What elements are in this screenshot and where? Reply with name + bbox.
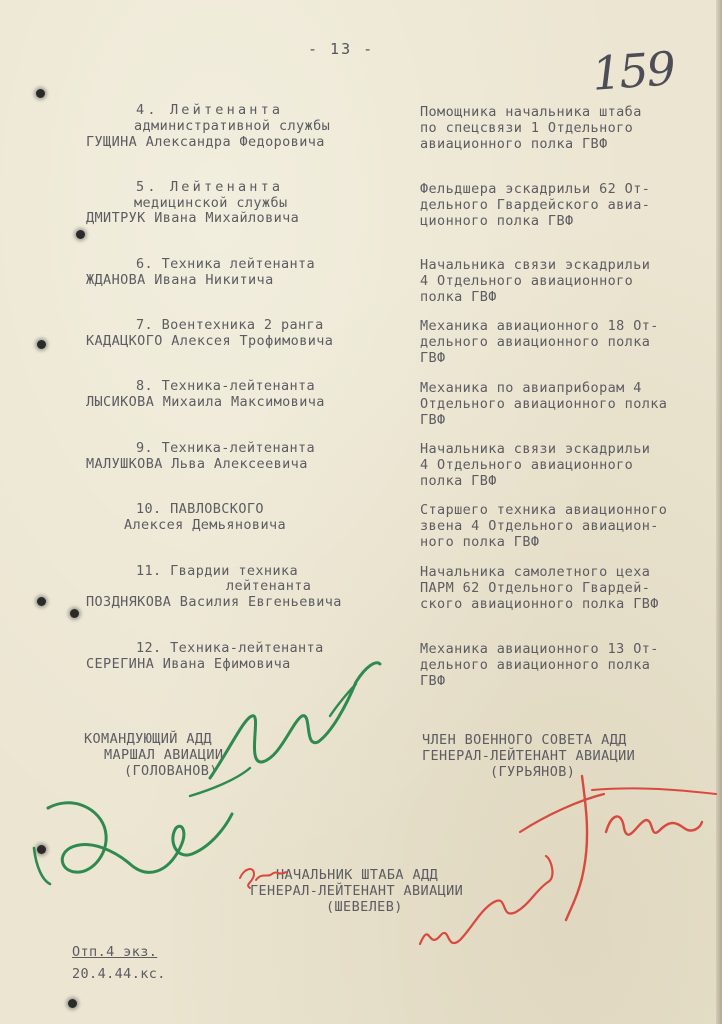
entry-9-name: МАЛУШКОВА Льва Алексеевича (86, 456, 308, 472)
entry-12-position-line-3: ГВФ (420, 673, 446, 689)
entry-9-position-line-3: полка ГВФ (420, 473, 497, 489)
entry-9-position-line-1: Начальника связи эскадрильи (420, 441, 651, 457)
entry-6-rank: 6. Техника лейтенанта (136, 256, 316, 272)
council-member-name: (ГУРЬЯНОВ) (490, 764, 576, 780)
entry-6-position-line-3: полка ГВФ (420, 289, 497, 305)
entry-12-position-line-2: дельного авиационного полка (420, 657, 651, 673)
page-number: - 13 - (308, 40, 375, 58)
entry-12-name: СЕРЕГИНА Ивана Ефимовича (86, 656, 291, 672)
entry-8-position-line-2: Отдельного авиационного полка (420, 396, 668, 412)
entry-11-rank-cont: лейтенанта (226, 578, 312, 594)
entry-6-position-line-2: 4 Отдельного авиационного (420, 273, 634, 289)
entry-10-position-line-3: ного полка ГВФ (420, 534, 540, 550)
entry-10-position-line-1: Старшего техника авиационного (420, 502, 668, 518)
entry-8-position-line-3: ГВФ (420, 412, 446, 428)
chief-of-staff-name: (ШЕВЕЛЕВ) (326, 899, 403, 915)
copies-note: Отп.4 экз. (72, 944, 158, 960)
entry-4-position-line-2: по спецсвязи 1 Отдельного (420, 120, 634, 136)
entry-5-name: ДМИТРУК Ивана Михайловича (86, 210, 300, 226)
entry-5-rank: 5. Лейтенанта (136, 179, 284, 195)
entry-11-position-line-3: ского авиационного полка ГВФ (420, 596, 659, 612)
entry-6-name: ЖДАНОВА Ивана Никитича (86, 272, 274, 288)
entry-4-rank: 4. Лейтенанта (136, 102, 284, 118)
entry-4-position-line-3: авиационного полка ГВФ (420, 136, 608, 152)
chief-of-staff-title: НАЧАЛЬНИК ШТАБА АДД (276, 867, 439, 883)
archive-number: 159 (590, 41, 676, 101)
entry-12-rank: 12. Техника-лейтенанта (136, 640, 324, 656)
entry-5-service: медицинской службы (134, 195, 288, 211)
entry-7-name: КАДАЦКОГО Алексея Трофимовича (86, 333, 334, 349)
entry-9-position-line-2: 4 Отдельного авиационного (420, 457, 634, 473)
entry-8-rank: 8. Техника-лейтенанта (136, 378, 316, 394)
commander-name: (ГОЛОВАНОВ) (124, 763, 218, 779)
entry-5-position-line-1: Фельдшера эскадрильи 62 От- (420, 181, 651, 197)
entry-4-position-line-1: Помощника начальника штаба (420, 104, 642, 120)
entry-6-position-line-1: Начальника связи эскадрильи (420, 257, 651, 273)
entry-7-position-line-3: ГВФ (420, 350, 446, 366)
chief-of-staff-rank: ГЕНЕРАЛ-ЛЕЙТЕНАНТ АВИАЦИИ (250, 883, 464, 899)
entry-4-service: административной службы (134, 118, 331, 134)
council-member-rank: ГЕНЕРАЛ-ЛЕЙТЕНАНТ АВИАЦИИ (422, 748, 636, 764)
entry-10-name: Алексея Демьяновича (124, 517, 287, 533)
entry-4-name: ГУЩИНА Александра Федоровича (86, 134, 325, 150)
entry-11-position-line-1: Начальника самолетного цеха (420, 564, 651, 580)
entry-11-position-line-2: ПАРМ 62 Отдельного Гвардей- (420, 580, 651, 596)
entry-7-rank: 7. Воентехника 2 ранга (136, 317, 324, 333)
entry-10-position-line-2: звена 4 Отдельного авиацион- (420, 518, 659, 534)
entry-8-position-line-1: Механика по авиаприборам 4 (420, 380, 642, 396)
date-code: 20.4.44.кс. (72, 966, 166, 982)
entry-7-position-line-1: Механика авиационного 18 От- (420, 318, 659, 334)
entry-11-name: ПОЗДНЯКОВА Василия Евгеньевича (86, 594, 342, 610)
entry-5-position-line-2: дельного Гвардейского авиа- (420, 197, 651, 213)
entry-5-position-line-3: ционного полка ГВФ (420, 213, 574, 229)
entry-7-position-line-2: дельного авиационного полка (420, 334, 651, 350)
entry-11-rank: 11. Гвардии техника (136, 563, 299, 579)
entry-12-position-line-1: Механика авиационного 13 От- (420, 641, 659, 657)
entry-9-rank: 9. Техника-лейтенанта (136, 440, 316, 456)
entry-8-name: ЛЫСИКОВА Михаила Максимовича (86, 394, 325, 410)
commander-title: КОМАНДУЮЩИЙ АДД (84, 731, 212, 747)
entry-10-surname: 10. ПАВЛОВСКОГО (136, 501, 264, 517)
council-member-title: ЧЛЕН ВОЕННОГО СОВЕТА АДД (422, 732, 627, 748)
commander-rank: МАРШАЛ АВИАЦИИ (104, 747, 224, 763)
